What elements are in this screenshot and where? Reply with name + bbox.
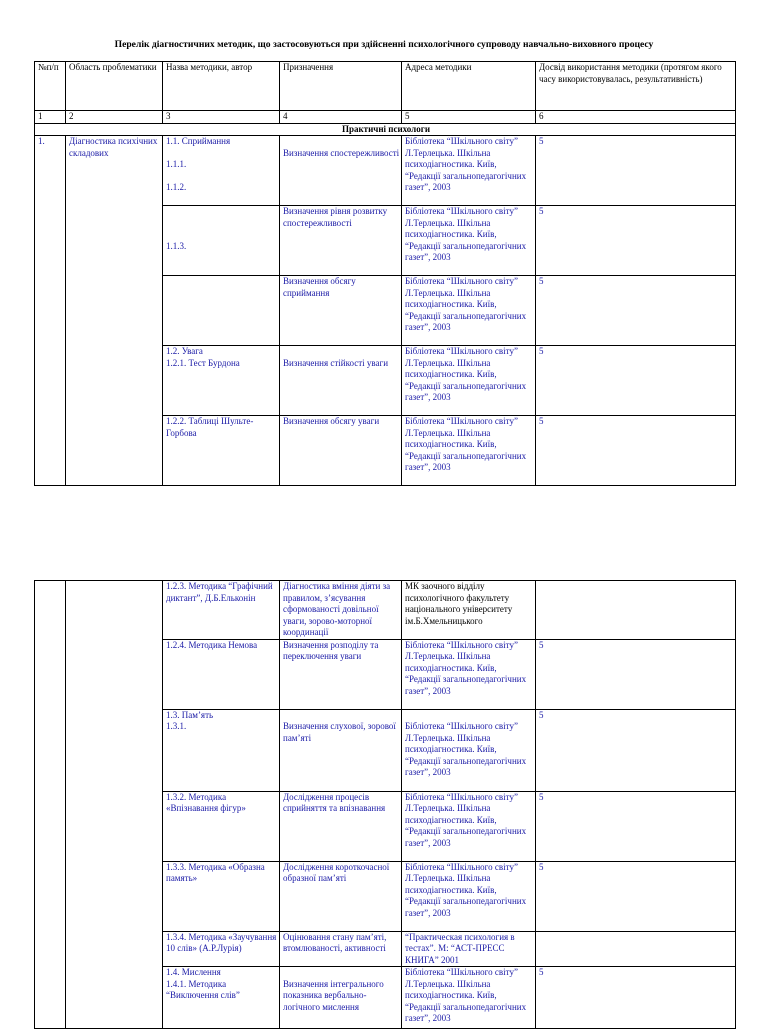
method-experience: [536, 581, 736, 640]
method-name: 1.1. Сприймання 1.1.1. 1.1.2.: [163, 136, 280, 206]
method-name: 1.2.3. Методика “Графічний диктант”, Д.Б.Ельконін: [163, 581, 280, 640]
column-number-row: [35, 111, 736, 124]
method-experience: 5: [536, 967, 736, 1029]
method-purpose: Визначення слухової, зорової пам’яті: [280, 709, 402, 791]
method-purpose: Визначення обсягу уваги: [280, 416, 402, 486]
method-purpose: Діагностика вміння діяти за правилом, з’ясування сформованості довільної уваги, зорово-моторної координації: [280, 581, 402, 640]
method-experience: 5: [536, 206, 736, 276]
method-name: 1.3.3. Методика «Образна память»: [163, 861, 280, 931]
header-method-name: Назва методики, автор: [163, 62, 280, 111]
method-address: Бібліотека “Шкільного світу” Л.Терлецька. Шкільна психодіагностика. Київ, “Редакції загальнопедагогічних газет”, 2003: [402, 416, 536, 486]
method-address: Бібліотека “Шкільного світу” Л.Терлецька. Шкільна психодіагностика. Київ, “Редакції загальнопедагогічних газет”, 2003: [402, 346, 536, 416]
method-experience: 5: [536, 791, 736, 861]
method-purpose: Дослідження короткочасної образної пам’яті: [280, 861, 402, 931]
method-experience: 5: [536, 709, 736, 791]
problem-area: Діагностика психічних складових: [66, 136, 163, 486]
method-name: 1.4. Мислення 1.4.1. Методика “Виключення слів”: [163, 967, 280, 1029]
method-address: Бібліотека “Шкільного світу” Л.Терлецька. Шкільна психодіагностика. Київ, “Редакції загальнопедагогічних газет”, 2003: [402, 136, 536, 206]
method-address: Бібліотека “Шкільного світу” Л.Терлецька. Шкільна психодіагностика. Київ, “Редакції загальнопедагогічних газет”, 2003: [402, 276, 536, 346]
method-address: Бібліотека “Шкільного світу” Л.Терлецька. Шкільна психодіагностика. Київ, “Редакції загальнопедагогічних газет”, 2003: [402, 791, 536, 861]
column-number: 3: [163, 111, 280, 124]
table-row: [35, 581, 736, 640]
column-number: 1: [35, 111, 66, 124]
method-name: [163, 276, 280, 346]
method-purpose: Визначення розподілу та переключення уваги: [280, 639, 402, 709]
method-address: “Практическая психология в тестах”. М: “АСТ-ПРЕСС КНИГА” 2001: [402, 931, 536, 967]
section-row: [35, 123, 736, 136]
methods-table-page-2: [34, 580, 736, 1029]
method-experience: 5: [536, 276, 736, 346]
method-name: 1.2. Увага 1.2.1. Тест Бурдона: [163, 346, 280, 416]
method-purpose: Дослідження процесів сприйняття та впізнавання: [280, 791, 402, 861]
column-number: 2: [66, 111, 163, 124]
method-address: Бібліотека “Шкільного світу” Л.Терлецька. Шкільна психодіагностика. Київ, “Редакції загальнопедагогічних газет”, 2003: [402, 967, 536, 1029]
method-address: МК заочного відділу психологічного факультету національного університету ім.Б.Хмельницького: [402, 581, 536, 640]
method-name: 1.2.2. Таблиці Шульте-Горбова: [163, 416, 280, 486]
method-experience: 5: [536, 861, 736, 931]
row-number-cell: [35, 581, 66, 1029]
methods-table-page-1: [34, 61, 736, 486]
method-name: 1.1.3.: [163, 206, 280, 276]
method-purpose: Визначення рівня розвитку спостережливості: [280, 206, 402, 276]
method-name: 1.3.4. Методика «Заучування 10 слів» (А.Р.Лурія): [163, 931, 280, 967]
header-purpose: Призначення: [280, 62, 402, 111]
method-address: Бібліотека “Шкільного світу” Л.Терлецька. Шкільна психодіагностика. Київ, “Редакції загальнопедагогічних газет”, 2003: [402, 709, 536, 791]
method-experience: 5: [536, 136, 736, 206]
header-number: №п/п: [35, 62, 66, 111]
header-area: Область проблематики: [66, 62, 163, 111]
section-title: Практичні психологи: [35, 123, 736, 136]
method-experience: 5: [536, 639, 736, 709]
method-purpose: Визначення спостережливості: [280, 136, 402, 206]
table-row: [35, 136, 736, 206]
header-experience: Досвід використання методики (протягом якого часу використовувалась, результативність): [536, 62, 736, 111]
method-purpose: Оцінювання стану пам’яті, втомлюваності, активності: [280, 931, 402, 967]
method-purpose: Визначення інтегрального показника вербально-логічного мислення: [280, 967, 402, 1029]
column-number: 6: [536, 111, 736, 124]
header-address: Адреса методики: [402, 62, 536, 111]
method-purpose: Визначення обсягу сприймання: [280, 276, 402, 346]
method-experience: 5: [536, 346, 736, 416]
column-number: 4: [280, 111, 402, 124]
method-experience: 5: [536, 416, 736, 486]
method-address: Бібліотека “Шкільного світу” Л.Терлецька. Шкільна психодіагностика. Київ, “Редакції загальнопедагогічних газет”, 2003: [402, 639, 536, 709]
method-address: Бібліотека “Шкільного світу” Л.Терлецька. Шкільна психодіагностика. Київ, “Редакції загальнопедагогічних газет”, 2003: [402, 861, 536, 931]
method-purpose: Визначення стійкості уваги: [280, 346, 402, 416]
column-number: 5: [402, 111, 536, 124]
method-experience: [536, 931, 736, 967]
document-title: Перелік діагностичних методик, що застосовуються при здійсненні психологічного супроводу навчально-виховного процесу: [114, 39, 654, 50]
row-number: 1.: [35, 136, 66, 486]
problem-area-cell: [66, 581, 163, 1029]
method-name: 1.3.2. Методика «Впізнавання фігур»: [163, 791, 280, 861]
method-address: Бібліотека “Шкільного світу” Л.Терлецька. Шкільна психодіагностика. Київ, “Редакції загальнопедагогічних газет”, 2003: [402, 206, 536, 276]
method-name: 1.2.4. Методика Немова: [163, 639, 280, 709]
header-row: [35, 62, 736, 111]
method-name: 1.3. Пам’ять 1.3.1.: [163, 709, 280, 791]
